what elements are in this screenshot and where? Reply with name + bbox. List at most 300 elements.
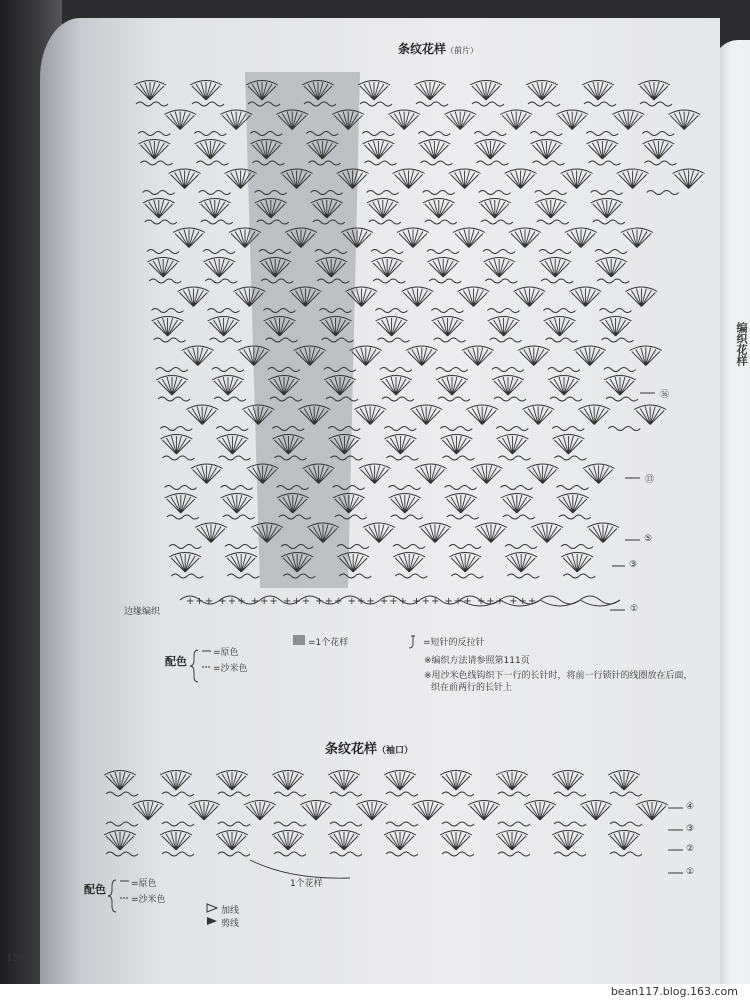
crochet-chain-motif: [503, 515, 535, 519]
crochet-fan-motif: [244, 801, 276, 821]
crochet-chain-motif: [380, 368, 412, 372]
crochet-chain-motif: [591, 191, 623, 195]
crochet-chain-motif: [384, 427, 416, 431]
crochet-chain-motif: [149, 279, 181, 283]
crochet-chain-motif: [608, 427, 640, 431]
crochet-chain-motif: [535, 191, 567, 195]
crochet-fan-motif: [526, 81, 558, 101]
crochet-fan-motif: [423, 199, 455, 219]
crochet-fan-motif: [449, 553, 481, 573]
crochet-chain-motif: [214, 397, 246, 401]
crochet-chain-motif: [330, 852, 362, 856]
crochet-chain-motif: [395, 574, 427, 578]
crochet-chain-motif: [154, 338, 186, 342]
crochet-fan-motif: [552, 435, 584, 455]
crochet-fan-motif: [221, 494, 253, 514]
crochet-chain-motif: [171, 574, 203, 578]
chart2-subtitle: （袖口）: [377, 746, 414, 756]
crochet-chain-motif: [169, 545, 201, 549]
crochet-fan-motif: [535, 199, 567, 219]
crochet-chain-motif: [559, 515, 591, 519]
crochet-fan-motif: [358, 81, 390, 101]
crochet-fan-motif: [138, 140, 170, 160]
footer-watermark: bean117.blog.163.com: [610, 985, 738, 998]
crochet-chain-motif: [330, 822, 362, 826]
crochet-fan-motif: [152, 317, 184, 337]
crochet-chain-motif: [644, 161, 676, 165]
crochet-fan-motif: [505, 553, 537, 573]
crochet-chain-motif: [425, 220, 457, 224]
crochet-chain-motif: [539, 250, 571, 254]
legend2-original: =原色: [131, 879, 157, 889]
chart2-row-2: ②: [686, 844, 695, 854]
crochet-chain-motif: [147, 250, 179, 254]
crochet-fan-motif: [380, 376, 412, 396]
crochet-chain-motif: [586, 132, 618, 136]
crochet-chain-motif: [364, 161, 396, 165]
crochet-fan-motif: [440, 771, 472, 791]
crochet-fan-motif: [300, 801, 332, 821]
crochet-chain-motif: [378, 338, 410, 342]
crochet-chain-motif: [449, 545, 481, 549]
crochet-fan-motif: [634, 405, 666, 425]
repeat-swatch: [293, 635, 305, 645]
crochet-chain-motif: [440, 427, 472, 431]
crochet-chain-motif: [386, 456, 418, 460]
crochet-fan-motif: [216, 435, 248, 455]
crochet-chain-motif: [485, 279, 517, 283]
crochet-fan-motif: [642, 140, 674, 160]
crochet-chain-motif: [223, 515, 255, 519]
crochet-fan-motif: [556, 110, 588, 130]
row-number-3: ③: [629, 560, 638, 570]
crochet-fan-motif: [552, 771, 584, 791]
crochet-fan-motif: [173, 228, 205, 248]
crochet-fan-motif: [492, 376, 524, 396]
crochet-fan-motif: [393, 169, 425, 189]
crochet-fan-motif: [203, 258, 235, 278]
crochet-fan-motif: [513, 287, 545, 307]
crochet-fan-motif: [604, 376, 636, 396]
crochet-fan-motif: [552, 831, 584, 851]
crochet-chain-motif: [610, 852, 642, 856]
crochet-chain-motif: [360, 102, 392, 106]
crochet-fan-motif: [354, 405, 386, 425]
crochet-chain-motif: [554, 852, 586, 856]
crochet-fan-motif: [388, 110, 420, 130]
legend2-bracket: [108, 880, 116, 912]
crochet-chain-motif: [442, 792, 474, 796]
chart2-fan-rows: [104, 771, 668, 857]
crochet-chain-motif: [563, 574, 595, 578]
chart1-title-text: 条纹花样: [398, 42, 447, 56]
crochet-chain-motif: [554, 792, 586, 796]
crochet-fan-motif: [190, 81, 222, 101]
crochet-fan-motif: [328, 771, 360, 791]
chart2-row-4: ④: [686, 802, 695, 812]
crochet-chain-motif: [138, 132, 170, 136]
chart1-row-arrows: [610, 393, 655, 610]
crochet-fan-motif: [208, 317, 240, 337]
crochet-chain-motif: [386, 792, 418, 796]
crochet-chain-motif: [162, 822, 194, 826]
crochet-fan-motif: [483, 258, 515, 278]
crochet-chain-motif: [442, 852, 474, 856]
crochet-chain-motif: [438, 397, 470, 401]
crochet-fan-motif: [165, 494, 197, 514]
crochet-fan-motif: [608, 831, 640, 851]
legend1-note-1: ※编织方法请参照第111页: [424, 656, 530, 666]
crochet-fan-motif: [466, 405, 498, 425]
crochet-chain-motif: [143, 191, 175, 195]
crochet-fan-motif: [350, 346, 382, 366]
crochet-chain-motif: [165, 486, 197, 490]
legend1-pattern-repeat: =1个花样: [308, 638, 349, 648]
crochet-chain-motif: [604, 368, 636, 372]
crochet-chain-motif: [145, 220, 177, 224]
crochet-chain-motif: [498, 456, 530, 460]
crochet-fan-motif: [212, 376, 244, 396]
legend2-cut-yarn: 剪线: [221, 919, 240, 929]
crochet-fan-motif: [132, 801, 164, 821]
crochet-fan-motif: [160, 831, 192, 851]
row-number-5: ⑤: [644, 534, 653, 544]
crochet-chain-motif: [550, 397, 582, 401]
crochet-fan-motif: [134, 81, 166, 101]
crochet-fan-motif: [419, 523, 451, 543]
crochet-fan-motif: [169, 169, 201, 189]
crochet-chain-motif: [162, 792, 194, 796]
crochet-chain-motif: [498, 792, 530, 796]
crochet-chain-motif: [330, 792, 362, 796]
chart1-subtitle: （前片）: [446, 46, 479, 55]
crochet-chain-motif: [210, 338, 242, 342]
crochet-chain-motif: [543, 309, 575, 313]
crochet-fan-motif: [574, 346, 606, 366]
crochet-fan-motif: [199, 199, 231, 219]
crochet-chain-motif: [362, 132, 394, 136]
crochet-chain-motif: [476, 161, 508, 165]
crochet-chain-motif: [160, 427, 192, 431]
crochet-chain-motif: [602, 338, 634, 342]
crochet-chain-motif: [203, 250, 235, 254]
crochet-fan-motif: [186, 405, 218, 425]
crochet-fan-motif: [518, 346, 550, 366]
crochet-chain-motif: [588, 161, 620, 165]
chart2-title-text: 条纹花样: [325, 742, 378, 757]
crochet-chain-motif: [207, 309, 239, 313]
crochet-fan-motif: [272, 831, 304, 851]
crochet-fan-motif: [362, 140, 394, 160]
crochet-chain-motif: [106, 792, 138, 796]
crochet-chain-motif: [532, 161, 564, 165]
crochet-chain-motif: [420, 161, 452, 165]
crochet-fan-motif: [384, 771, 416, 791]
crochet-chain-motif: [501, 486, 533, 490]
crochet-chain-motif: [593, 220, 625, 224]
crochet-fan-motif: [164, 110, 196, 130]
crochet-fan-motif: [582, 81, 614, 101]
crochet-chain-motif: [367, 191, 399, 195]
crochet-chain-motif: [162, 456, 194, 460]
crochet-chain-motif: [595, 250, 627, 254]
crochet-chain-motif: [530, 132, 562, 136]
crochet-chain-motif: [640, 102, 672, 106]
crochet-chain-motif: [199, 191, 231, 195]
crochet-chain-motif: [274, 822, 306, 826]
crochet-fan-motif: [583, 464, 615, 484]
edge-knitting-label: 边缘编织: [124, 607, 161, 617]
crochet-chain-motif: [436, 368, 468, 372]
crochet-chain-motif: [373, 279, 405, 283]
crochet-fan-motif: [488, 317, 520, 337]
crochet-chain-motif: [212, 368, 244, 372]
crochet-fan-motif: [621, 228, 653, 248]
crochet-chain-motif: [507, 574, 539, 578]
crochet-fan-motif: [188, 801, 220, 821]
pattern-repeat-highlight: [245, 72, 360, 588]
row-number-1: ①: [630, 604, 639, 614]
crochet-fan-motif: [418, 140, 450, 160]
crochet-chain-motif: [393, 545, 425, 549]
crochet-fan-motif: [272, 771, 304, 791]
crochet-chain-motif: [140, 161, 172, 165]
crochet-chain-motif: [483, 250, 515, 254]
crochet-fan-motif: [668, 110, 700, 130]
crochet-chain-motif: [481, 220, 513, 224]
crochet-chain-motif: [498, 852, 530, 856]
crochet-fan-motif: [625, 287, 657, 307]
crochet-chain-motif: [472, 102, 504, 106]
crochet-chain-motif: [375, 309, 407, 313]
crochet-chain-motif: [427, 250, 459, 254]
chart2-title: [325, 738, 413, 757]
crochet-chain-motif: [369, 220, 401, 224]
crochet-chain-motif: [552, 427, 584, 431]
crochet-chain-motif: [642, 132, 674, 136]
crochet-fan-motif: [591, 199, 623, 219]
crochet-fan-motif: [600, 317, 632, 337]
crochet-fan-motif: [371, 258, 403, 278]
crochet-fan-motif: [444, 110, 476, 130]
crochet-chain-motif: [221, 486, 253, 490]
crochet-chain-motif: [192, 102, 224, 106]
crochet-chain-motif: [597, 279, 629, 283]
crochet-chain-motif: [201, 220, 233, 224]
crochet-chain-motif: [442, 456, 474, 460]
crochet-fan-motif: [673, 169, 705, 189]
crochet-chain-motif: [216, 427, 248, 431]
crochet-chain-motif: [490, 338, 522, 342]
crochet-fan-motif: [363, 523, 395, 543]
crochet-chain-motif: [167, 515, 199, 519]
legend1-original: =原色: [213, 648, 239, 658]
crochet-chain-motif: [610, 792, 642, 796]
crochet-chain-motif: [492, 368, 524, 372]
crochet-fan-motif: [561, 553, 593, 573]
crochet-chain-motif: [386, 822, 418, 826]
crochet-fan-motif: [544, 317, 576, 337]
crochet-fan-motif: [195, 523, 227, 543]
crochet-chain-motif: [434, 338, 466, 342]
crochet-chain-motif: [274, 792, 306, 796]
crochet-fan-motif: [462, 346, 494, 366]
crochet-fan-motif: [580, 801, 612, 821]
crochet-fan-motif: [509, 228, 541, 248]
crochet-chain-motif: [156, 368, 188, 372]
crochet-chain-motif: [423, 191, 455, 195]
crochet-fan-motif: [143, 199, 175, 219]
crochet-chain-motif: [447, 515, 479, 519]
crochet-fan-motif: [191, 464, 223, 484]
crochet-chain-motif: [554, 456, 586, 460]
crochet-fan-motif: [522, 405, 554, 425]
chart2-row-3: ③: [686, 824, 695, 834]
crochet-chain-motif: [162, 852, 194, 856]
crochet-chain-motif: [599, 309, 631, 313]
crochet-fan-motif: [496, 831, 528, 851]
crochet-chain-motif: [391, 515, 423, 519]
legend2-beige: =沙米色: [131, 895, 166, 905]
crochet-chain-motif: [561, 545, 593, 549]
crochet-fan-motif: [595, 258, 627, 278]
crochet-fan-motif: [445, 494, 477, 514]
crochet-fan-motif: [397, 228, 429, 248]
crochet-fan-motif: [638, 81, 670, 101]
crochet-chain-motif: [474, 132, 506, 136]
crochet-chain-motif: [479, 191, 511, 195]
crochet-chain-motif: [382, 397, 414, 401]
crochet-fan-motif: [160, 771, 192, 791]
crochet-fan-motif: [440, 831, 472, 851]
crochet-chain-motif: [194, 132, 226, 136]
crochet-chain-motif: [205, 279, 237, 283]
crochet-fan-motif: [376, 317, 408, 337]
legend1-bracket: [190, 650, 198, 682]
crochet-chain-motif: [528, 102, 560, 106]
crochet-fan-motif: [457, 287, 489, 307]
crochet-chain-motif: [371, 250, 403, 254]
crochet-fan-motif: [401, 287, 433, 307]
cut-yarn-icon: [207, 917, 217, 925]
crochet-chain-motif: [610, 822, 642, 826]
crochet-fan-motif: [406, 346, 438, 366]
crochet-chain-motif: [418, 132, 450, 136]
crochet-fan-motif: [415, 464, 447, 484]
crochet-fan-motif: [182, 346, 214, 366]
crochet-fan-motif: [432, 317, 464, 337]
add-yarn-icon: [207, 904, 217, 912]
crochet-fan-motif: [587, 523, 619, 543]
crochet-chain-motif: [416, 102, 448, 106]
crochet-fan-motif: [470, 81, 502, 101]
legend1-note-2: ※用沙米色线钩织下一行的长针时，将前一行锁针的线圈放在后面，: [424, 671, 693, 681]
crochet-chain-motif: [106, 822, 138, 826]
crochet-fan-motif: [177, 287, 209, 307]
legend1-note-3: 织在前两行的长针上: [431, 683, 513, 693]
chart2-row-1: ①: [686, 867, 695, 877]
crochet-fan-motif: [479, 199, 511, 219]
crochet-fan-motif: [561, 169, 593, 189]
crochet-fan-motif: [475, 523, 507, 543]
crochet-chain-motif: [158, 397, 190, 401]
crochet-chain-motif: [442, 822, 474, 826]
crochet-fan-motif: [104, 771, 136, 791]
crochet-chain-motif: [498, 822, 530, 826]
crochet-chain-motif: [445, 486, 477, 490]
crochet-chain-motif: [225, 545, 257, 549]
crochet-fan-motif: [147, 258, 179, 278]
crochet-chain-motif: [541, 279, 573, 283]
crochet-chain-motif: [429, 279, 461, 283]
legend1-beige: =沙米色: [213, 664, 248, 674]
crochet-fan-motif: [578, 405, 610, 425]
crochet-fan-motif: [501, 494, 533, 514]
crochet-fan-motif: [565, 228, 597, 248]
crochet-fan-motif: [216, 831, 248, 851]
crochet-fan-motif: [471, 464, 503, 484]
crochet-chain-motif: [218, 822, 250, 826]
page-number: 138: [6, 953, 26, 964]
crochet-fan-motif: [617, 169, 649, 189]
crochet-fan-motif: [496, 771, 528, 791]
crochet-fan-motif: [468, 801, 500, 821]
crochet-fan-motif: [156, 376, 188, 396]
crochet-fan-motif: [539, 258, 571, 278]
crochet-chain-motif: [386, 852, 418, 856]
crochet-fan-motif: [527, 464, 559, 484]
crochet-fan-motif: [384, 831, 416, 851]
crochet-fan-motif: [414, 81, 446, 101]
crochet-fan-motif: [500, 110, 532, 130]
crochet-chain-motif: [151, 309, 183, 313]
crochet-fan-motif: [612, 110, 644, 130]
crochet-fan-motif: [608, 771, 640, 791]
crochet-chain-motif: [106, 852, 138, 856]
crochet-fan-motif: [453, 228, 485, 248]
chart2-row-arrows: [668, 808, 683, 873]
crochet-chain-motif: [557, 486, 589, 490]
crochet-fan-motif: [412, 801, 444, 821]
crochet-fan-motif: [636, 801, 668, 821]
crochet-fan-motif: [524, 801, 556, 821]
crochet-chain-motif: [218, 456, 250, 460]
crochet-fan-motif: [328, 831, 360, 851]
crochet-chain-motif: [505, 545, 537, 549]
post-stitch-symbol: [409, 636, 415, 648]
crochet-fan-motif: [225, 553, 257, 573]
legend2-add-yarn: 加线: [221, 906, 240, 916]
crochet-chain-motif: [218, 792, 250, 796]
crochet-chain-motif: [494, 397, 526, 401]
crochet-chain-motif: [606, 397, 638, 401]
crochet-fan-motif: [474, 140, 506, 160]
legend1-symbol-note: =短针的反拉针: [423, 638, 485, 648]
legend1-color-label: 配色: [165, 655, 187, 668]
crochet-chain-motif: [196, 161, 228, 165]
crochet-fan-motif: [389, 494, 421, 514]
crochet-fan-motif: [557, 494, 589, 514]
row-number-13: ⑬: [645, 475, 655, 485]
crochet-chain-motif: [431, 309, 463, 313]
crochet-chain-motif: [451, 574, 483, 578]
crochet-chain-motif: [227, 574, 259, 578]
crochet-fan-motif: [427, 258, 459, 278]
crochet-fan-motif: [384, 435, 416, 455]
crochet-fan-motif: [160, 435, 192, 455]
crochet-fan-motif: [410, 405, 442, 425]
chart1-fan-rows: [134, 81, 705, 579]
